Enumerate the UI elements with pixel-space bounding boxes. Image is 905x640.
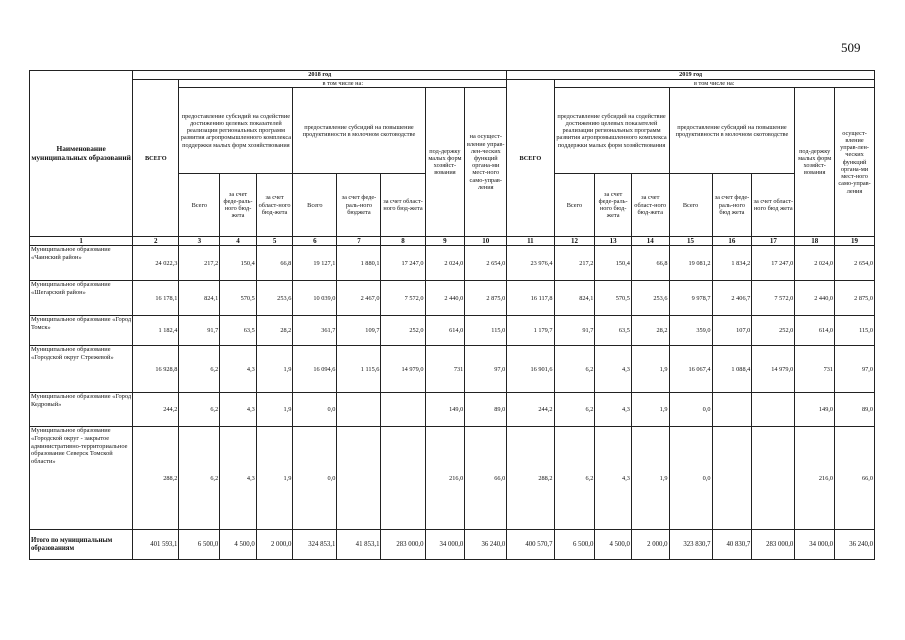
value-cell: 14 979,0: [752, 346, 795, 393]
column-number: 10: [465, 237, 507, 246]
value-cell: 1 880,1: [337, 246, 381, 281]
value-cell: 115,0: [465, 316, 507, 346]
total-value-cell: 4 500,0: [220, 530, 257, 560]
value-cell: 28,2: [631, 316, 669, 346]
value-cell: 66,0: [835, 427, 875, 530]
total-2019-header: ВСЕГО: [507, 80, 554, 237]
value-cell: 217,2: [179, 246, 220, 281]
value-cell: 17 247,0: [381, 246, 425, 281]
value-cell: 244,2: [507, 393, 554, 427]
value-cell: 91,7: [554, 316, 595, 346]
total-value-cell: 6 500,0: [179, 530, 220, 560]
total-value-cell: 40 830,7: [712, 530, 752, 560]
value-cell: 109,7: [337, 316, 381, 346]
value-cell: 4,3: [595, 393, 632, 427]
column-number: 9: [425, 237, 465, 246]
value-cell: 253,6: [256, 281, 293, 316]
municipality-name: Муниципальное образование «Чаинский район»: [30, 246, 133, 281]
support-small-2018-header: под-держку малых форм хозяйст-вования: [425, 88, 465, 237]
table-row: [30, 393, 875, 427]
value-cell: 1,9: [256, 346, 293, 393]
value-cell: 6,2: [179, 346, 220, 393]
support-small-2019-header: под-держку малых форм хозяйст-вования: [795, 88, 835, 237]
value-cell: 253,6: [631, 281, 669, 316]
table-row: [30, 246, 875, 281]
budget-table: [29, 70, 875, 560]
column-number: 13: [595, 237, 632, 246]
value-cell: 252,0: [381, 316, 425, 346]
value-cell: 2 875,0: [465, 281, 507, 316]
value-cell: 824,1: [179, 281, 220, 316]
value-cell: 2 024,0: [795, 246, 835, 281]
subheader-regional: за счет област-ного бюд-жета: [631, 174, 669, 237]
value-cell: 1,9: [631, 393, 669, 427]
subheader-federal: за счет феде-раль-ного бюд-жета: [220, 174, 257, 237]
value-cell: 1 088,4: [712, 346, 752, 393]
value-cell: 359,0: [669, 316, 712, 346]
municipality-name: Муниципальное образование «Шегарский район»: [30, 281, 133, 316]
subheader-regional: за счет област-ного бюд жета: [752, 174, 795, 237]
value-cell: 4,3: [595, 427, 632, 530]
value-cell: 0,0: [669, 427, 712, 530]
including-2018-header: в том числе на:: [179, 80, 507, 88]
value-cell: 731: [425, 346, 465, 393]
column-number: 17: [752, 237, 795, 246]
value-cell: 2 654,0: [465, 246, 507, 281]
subsidy-regional-2019-header: предоставление субсидий на содействие достижению целевых показателей реализации региональных программ развития агропромышленного комплекса поддержки малых форм хозяйствования: [554, 88, 669, 174]
value-cell: 16 178,1: [133, 281, 179, 316]
total-value-cell: 36 240,0: [465, 530, 507, 560]
total-value-cell: 401 593,1: [133, 530, 179, 560]
column-number: 1: [30, 237, 133, 246]
value-cell: 4,3: [595, 346, 632, 393]
value-cell: 1 182,4: [133, 316, 179, 346]
total-2018-header: ВСЕГО: [133, 80, 179, 237]
column-number: 12: [554, 237, 595, 246]
value-cell: 216,0: [795, 427, 835, 530]
value-cell: 288,2: [507, 427, 554, 530]
table-row: [30, 346, 875, 393]
total-value-cell: 323 830,7: [669, 530, 712, 560]
value-cell: 107,0: [712, 316, 752, 346]
value-cell: 1,9: [631, 427, 669, 530]
municipality-name: Муниципальное образование «Городской округ Стрежевой»: [30, 346, 133, 393]
value-cell: 244,2: [133, 393, 179, 427]
value-cell: 89,0: [465, 393, 507, 427]
value-cell: 10 039,0: [293, 281, 337, 316]
value-cell: 2 440,0: [425, 281, 465, 316]
value-cell: 149,0: [795, 393, 835, 427]
value-cell: [712, 393, 752, 427]
value-cell: 9 978,7: [669, 281, 712, 316]
value-cell: 16 901,6: [507, 346, 554, 393]
value-cell: 731: [795, 346, 835, 393]
value-cell: [381, 393, 425, 427]
value-cell: 16 117,8: [507, 281, 554, 316]
value-cell: 89,0: [835, 393, 875, 427]
subheader-federal: за счет феде-раль-ного бюд-жета: [595, 174, 632, 237]
value-cell: 63,5: [595, 316, 632, 346]
value-cell: 1,9: [256, 393, 293, 427]
value-cell: 63,5: [220, 316, 257, 346]
column-number: 11: [507, 237, 554, 246]
including-2019-header: в том числе на:: [554, 80, 874, 88]
column-number: 7: [337, 237, 381, 246]
value-cell: 16 067,4: [669, 346, 712, 393]
subheader-regional: за счет област-ного бюд-жета: [381, 174, 425, 237]
column-number: 3: [179, 237, 220, 246]
value-cell: 6,2: [554, 393, 595, 427]
value-cell: 570,5: [220, 281, 257, 316]
governance-2019-header: осущест-вление управ-лен-ческих функций органа-ми мест-ного само-управ-ления: [835, 88, 875, 237]
subheader-total: Всего: [554, 174, 595, 237]
value-cell: 2 875,0: [835, 281, 875, 316]
value-cell: 6,2: [554, 346, 595, 393]
total-value-cell: 283 000,0: [381, 530, 425, 560]
total-value-cell: 41 853,1: [337, 530, 381, 560]
value-cell: 91,7: [179, 316, 220, 346]
total-value-cell: 34 000,0: [795, 530, 835, 560]
value-cell: 115,0: [835, 316, 875, 346]
value-cell: 19 081,2: [669, 246, 712, 281]
value-cell: 150,4: [595, 246, 632, 281]
value-cell: [381, 427, 425, 530]
subheader-total: Всего: [669, 174, 712, 237]
subheader-total: Всего: [179, 174, 220, 237]
table-row: [30, 427, 875, 530]
value-cell: 28,2: [256, 316, 293, 346]
subheader-federal: за счет феде-раль-ного бюд жета: [712, 174, 752, 237]
subsidy-regional-2018-header: предоставление субсидий на содействие достижению целевых показателей реализации региональных программ развития агропромышленного комплекса поддержки малых форм хозяйствования: [179, 88, 293, 174]
total-label: Итого по муниципальным образованиям: [30, 530, 133, 560]
value-cell: 824,1: [554, 281, 595, 316]
year-2018-header: 2018 год: [133, 71, 507, 80]
total-row: [30, 530, 875, 560]
column-number: 2: [133, 237, 179, 246]
value-cell: [337, 393, 381, 427]
column-number: 19: [835, 237, 875, 246]
municipality-name: Муниципальное образование «Городской округ - закрытое административно-территориальное образование Северск Томской области»: [30, 427, 133, 530]
total-value-cell: 283 000,0: [752, 530, 795, 560]
value-cell: 66,0: [465, 427, 507, 530]
subheader-total: Всего: [293, 174, 337, 237]
table-row: [30, 316, 875, 346]
value-cell: 216,0: [425, 427, 465, 530]
municipality-column-header: Наименование муниципальных образований: [30, 71, 133, 237]
value-cell: 217,2: [554, 246, 595, 281]
column-number-row: [30, 237, 875, 246]
value-cell: 570,5: [595, 281, 632, 316]
value-cell: 288,2: [133, 427, 179, 530]
value-cell: 16 094,6: [293, 346, 337, 393]
column-number: 4: [220, 237, 257, 246]
column-number: 15: [669, 237, 712, 246]
value-cell: 6,2: [179, 393, 220, 427]
value-cell: 614,0: [795, 316, 835, 346]
value-cell: 1 834,2: [712, 246, 752, 281]
municipality-name: Муниципальное образование «Город Кедровый»: [30, 393, 133, 427]
column-number: 16: [712, 237, 752, 246]
value-cell: 4,3: [220, 393, 257, 427]
value-cell: 2 467,0: [337, 281, 381, 316]
value-cell: 1,9: [256, 427, 293, 530]
value-cell: 150,4: [220, 246, 257, 281]
value-cell: 2 024,0: [425, 246, 465, 281]
value-cell: 0,0: [293, 427, 337, 530]
total-value-cell: 2 000,0: [631, 530, 669, 560]
value-cell: [712, 427, 752, 530]
value-cell: 16 928,8: [133, 346, 179, 393]
column-number: 8: [381, 237, 425, 246]
column-number: 5: [256, 237, 293, 246]
subheader-regional: за счет област-ного бюд-жета: [256, 174, 293, 237]
value-cell: 149,0: [425, 393, 465, 427]
total-value-cell: 324 853,1: [293, 530, 337, 560]
value-cell: 0,0: [669, 393, 712, 427]
value-cell: 7 572,0: [752, 281, 795, 316]
value-cell: 2 654,0: [835, 246, 875, 281]
value-cell: 23 976,4: [507, 246, 554, 281]
value-cell: 66,8: [256, 246, 293, 281]
total-value-cell: 4 500,0: [595, 530, 632, 560]
value-cell: 24 022,3: [133, 246, 179, 281]
value-cell: [752, 427, 795, 530]
value-cell: 17 247,0: [752, 246, 795, 281]
value-cell: 2 440,0: [795, 281, 835, 316]
subsidy-milk-2019-header: предоставление субсидий на повышение продуктивности в молочном скотоводстве: [669, 88, 795, 174]
column-number: 14: [631, 237, 669, 246]
value-cell: 97,0: [465, 346, 507, 393]
column-number: 6: [293, 237, 337, 246]
value-cell: 4,3: [220, 346, 257, 393]
municipality-name: Муниципальное образование «Город Томск»: [30, 316, 133, 346]
value-cell: 1 115,6: [337, 346, 381, 393]
total-value-cell: 36 240,0: [835, 530, 875, 560]
value-cell: [337, 427, 381, 530]
value-cell: 0,0: [293, 393, 337, 427]
value-cell: 1 179,7: [507, 316, 554, 346]
subheader-federal: за счет феде-раль-ного бюджета: [337, 174, 381, 237]
value-cell: 2 406,7: [712, 281, 752, 316]
total-value-cell: 6 500,0: [554, 530, 595, 560]
value-cell: 19 127,1: [293, 246, 337, 281]
value-cell: 1,9: [631, 346, 669, 393]
value-cell: 252,0: [752, 316, 795, 346]
value-cell: 361,7: [293, 316, 337, 346]
year-2019-header: 2019 год: [507, 71, 875, 80]
value-cell: 6,2: [179, 427, 220, 530]
total-value-cell: 34 000,0: [425, 530, 465, 560]
value-cell: 14 979,0: [381, 346, 425, 393]
column-number: 18: [795, 237, 835, 246]
governance-2018-header: на осущест-вление управ-лен-ческих функций органа-ми мест-ного само-управ-ления: [465, 88, 507, 237]
value-cell: 614,0: [425, 316, 465, 346]
value-cell: 7 572,0: [381, 281, 425, 316]
value-cell: 97,0: [835, 346, 875, 393]
total-value-cell: 400 570,7: [507, 530, 554, 560]
value-cell: 66,8: [631, 246, 669, 281]
value-cell: 4,3: [220, 427, 257, 530]
subsidy-milk-2018-header: предоставление субсидий на повышение продуктивности в молочном скотоводстве: [293, 88, 425, 174]
value-cell: 6,2: [554, 427, 595, 530]
table-row: [30, 281, 875, 316]
page-number: 509: [841, 40, 861, 55]
value-cell: [752, 393, 795, 427]
total-value-cell: 2 000,0: [256, 530, 293, 560]
